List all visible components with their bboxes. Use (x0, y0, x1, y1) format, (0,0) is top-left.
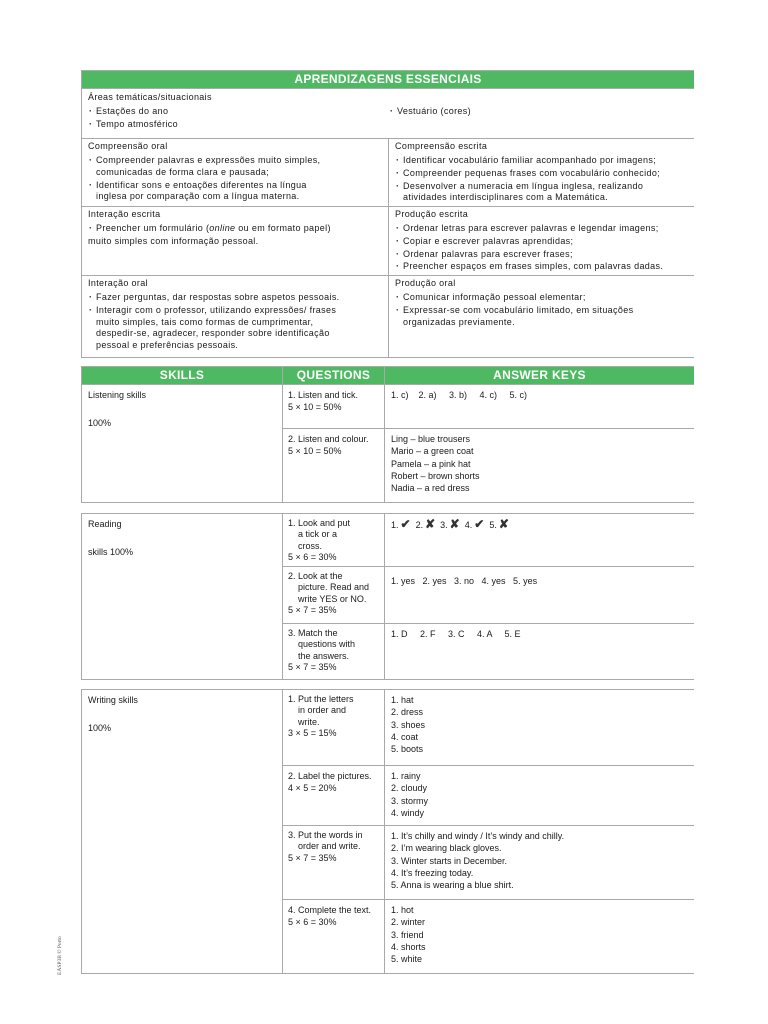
continuation-line: muito simples com informação pessoal. (88, 235, 259, 246)
bullet-item (395, 261, 688, 273)
question-text: order and write. (298, 841, 361, 852)
answer-line: 1. rainy (391, 771, 421, 781)
answer-line: Robert – brown shorts (391, 470, 480, 481)
tick-icon: ✔ (400, 517, 411, 531)
essential-learning-title: APRENDIZAGENS ESSENCIAIS (82, 71, 694, 88)
bullet-line: · Ordenar letras para escrever palavras e legendar imagens; (403, 222, 659, 233)
skill-name: Writing skills (88, 695, 138, 705)
question-cell (283, 624, 384, 679)
cross-icon: ✘ (498, 517, 509, 531)
writing-table (81, 689, 694, 974)
question-text: 2. Listen and colour. (288, 434, 369, 444)
question-text: questions with (298, 639, 356, 650)
answer-line: 1. yes 2. yes 3. no 4. yes 5. yes (391, 576, 538, 586)
answer-line: 4. shorts (391, 941, 426, 952)
question-cell (283, 900, 384, 973)
reading-table (81, 513, 694, 680)
bullet-item (88, 223, 382, 235)
skill-name: Listening skills (88, 390, 147, 400)
answer-line: 4. coat (391, 731, 419, 742)
oral-interaction-cell (82, 276, 388, 357)
answer-line: 2. dress (391, 707, 424, 718)
question-cell (283, 385, 384, 428)
question-score: 3 × 5 = 15% (288, 728, 337, 739)
answer-cell (385, 826, 694, 899)
oral-comprehension-cell (82, 139, 388, 206)
question-score: 5 × 7 = 35% (288, 662, 337, 673)
question-text: 3. Put the words in (288, 830, 363, 840)
skill-name: Reading (88, 519, 122, 529)
answer-number: 2. (415, 520, 424, 530)
bullet-item (88, 305, 382, 352)
bullet-line: atividades interdisciplinares com a Matemática. (403, 192, 609, 203)
question-text: 2. Label the pictures. (288, 771, 372, 781)
question-text: 1. Put the letters (288, 694, 354, 704)
bullet-line: · Desenvolver a numeracia em língua inglesa, realizando (403, 180, 644, 191)
answer-line: 2. I’m wearing black gloves. (391, 843, 502, 854)
bullet-line: · Expressar-se com vocabulário limitado, em situações (403, 304, 634, 315)
answer-cell (385, 624, 694, 679)
oral-comprehension-heading: Compreensão oral (88, 141, 168, 151)
answer-line: 5. white (391, 954, 423, 965)
written-interaction-heading: Interação escrita (88, 209, 161, 219)
bullet-line: muito simples, tais como formas de cumprimentar, (96, 316, 314, 327)
question-score: 4 × 5 = 20% (288, 783, 337, 794)
answer-cell (385, 766, 694, 825)
bullet-line: · Compreender pequenas frases com vocabulário conhecido; (403, 167, 661, 178)
tick-icon: ✔ (474, 517, 485, 531)
bullet-item (395, 155, 688, 167)
question-text: 1. Look and put (288, 518, 351, 528)
answer-line: 5. boots (391, 744, 424, 755)
bullet-item (395, 236, 688, 248)
written-comprehension-heading: Compreensão escrita (395, 141, 488, 151)
skill-weight: skills 100% (88, 547, 134, 558)
bullet-line: · Copiar e escrever palavras aprendidas; (403, 235, 574, 246)
listening-table (81, 366, 694, 503)
essential-learning-table (81, 70, 694, 358)
answer-line: 1. c) 2. a) 3. b) 4. c) 5. c) (391, 390, 528, 400)
answer-line: 4. It’s freezing today. (391, 867, 474, 878)
bullet-line (96, 223, 382, 235)
answer-line: 1. hat (391, 695, 414, 705)
bullet-line: pessoal e preferências pessoais. (96, 340, 239, 351)
bullet-line: · Identificar sons e entoações diferentes na língua (96, 179, 307, 190)
answer-line: 4. windy (391, 807, 425, 818)
bullet-line: comunicadas de forma clara e pausada; (96, 166, 270, 177)
question-score: 5 × 6 = 30% (288, 917, 337, 928)
answer-number: 1. (391, 520, 399, 530)
bullet-item (395, 249, 688, 261)
bullet-item (395, 305, 688, 329)
bullet-text: · Estações do ano (96, 105, 169, 116)
answer-line: 5. Anna is wearing a blue shirt. (391, 880, 514, 891)
bullet-line: · Comunicar informação pessoal elementar; (403, 291, 586, 302)
answer-cell (385, 900, 694, 973)
bullet-item (88, 106, 389, 118)
bullet-line: · Interagir com o professor, utilizando expressões/ frases (96, 304, 337, 315)
written-comprehension-cell (389, 139, 694, 206)
question-text: the answers. (298, 650, 350, 661)
answer-line: 3. Winter starts in December. (391, 855, 508, 866)
question-text: a tick or a (298, 529, 338, 540)
skill-weight: 100% (88, 723, 112, 734)
bullet-item (88, 155, 382, 179)
question-cell (283, 690, 384, 765)
thematic-areas-left (88, 92, 389, 138)
question-score: 5 × 7 = 35% (288, 852, 337, 863)
question-text: 4. Complete the text. (288, 905, 372, 915)
answer-line: 1. D 2. F 3. C 4. A 5. E (391, 629, 521, 639)
answer-number: 3. (440, 520, 448, 530)
bullet-line: · Identificar vocabulário familiar acompanhado por imagens; (403, 154, 657, 165)
cross-icon: ✘ (425, 517, 436, 531)
thematic-areas-heading: Áreas temáticas/situacionais (88, 92, 212, 102)
written-interaction-cell (82, 207, 388, 275)
question-score: 5 × 10 = 50% (288, 402, 342, 413)
question-text: cross. (298, 540, 323, 551)
question-text: 1. Listen and tick. (288, 390, 359, 400)
answer-line: Mario – a green coat (391, 446, 474, 457)
answer-line: 1. It’s chilly and windy / It’s windy and chilly. (391, 831, 565, 841)
bullet-item (88, 119, 389, 131)
cross-icon: ✘ (449, 517, 460, 531)
answer-cell (385, 385, 694, 428)
copyright-note: EASP3B © Porto (57, 936, 63, 975)
bullet-item (395, 168, 688, 180)
skill-weight: 100% (88, 418, 112, 429)
question-cell (283, 429, 384, 502)
bullet-text: ou em formato papel) (235, 222, 331, 233)
oral-production-cell (389, 276, 694, 357)
question-cell (283, 567, 384, 623)
answer-line: 2. cloudy (391, 783, 428, 794)
question-text: picture. Read and (298, 582, 370, 593)
answer-line: 3. stormy (391, 795, 429, 806)
tick-cross-answers (391, 518, 689, 531)
question-text: in order and (298, 705, 347, 716)
bullet-line: inglesa por comparação com a língua materna. (96, 191, 300, 202)
bullet-item (88, 292, 382, 304)
answer-cell (385, 514, 694, 566)
bullet-line: · Compreender palavras e expressões muito simples, (96, 154, 321, 165)
answer-cell (385, 567, 694, 623)
answer-line: 2. winter (391, 917, 426, 928)
oral-production-heading: Produção oral (395, 278, 456, 288)
question-text: write. (298, 716, 320, 727)
bullet-item (395, 181, 688, 205)
bullet-line: organizadas previamente. (403, 316, 515, 327)
skills-header: SKILLS (82, 367, 282, 384)
written-production-heading: Produção escrita (395, 209, 469, 219)
answer-number: 5. (489, 520, 497, 530)
answer-line: 3. shoes (391, 719, 426, 730)
writing-skill-cell (82, 690, 282, 973)
answer-cell (385, 690, 694, 765)
bullet-line: · Fazer perguntas, dar respostas sobre aspetos pessoais. (96, 291, 340, 302)
oral-interaction-heading: Interação oral (88, 278, 148, 288)
question-cell (283, 766, 384, 825)
question-cell (283, 826, 384, 899)
bullet-line: · Preencher espaços em frases simples, com palavras dadas. (403, 261, 664, 272)
thematic-areas-right (389, 92, 694, 138)
answer-number: 4. (464, 520, 473, 530)
thematic-areas-cell (82, 89, 694, 138)
bullet-text-italic: online (209, 222, 236, 233)
question-score: 5 × 7 = 35% (288, 605, 337, 616)
answer-line: 3. friend (391, 929, 424, 940)
question-score: 5 × 6 = 30% (288, 552, 337, 563)
bullet-text: · Tempo atmosférico (96, 118, 178, 129)
question-text: 3. Match the (288, 628, 338, 638)
bullet-item (395, 223, 688, 235)
answer-line: Nadia – a red dress (391, 483, 470, 494)
answer-line: Pamela – a pink hat (391, 458, 471, 469)
bullet-line: despedir-se, agradecer, responder sobre identificação (96, 328, 330, 339)
answer-line: Ling – blue trousers (391, 434, 471, 444)
bullet-item (88, 180, 382, 204)
answer-cell (385, 429, 694, 502)
reading-skill-cell (82, 514, 282, 679)
bullet-text: · Vestuário (cores) (397, 105, 471, 116)
question-score: 5 × 10 = 50% (288, 446, 342, 457)
bullet-item (395, 292, 688, 304)
questions-header: QUESTIONS (283, 367, 384, 384)
bullet-text: Preencher um formulário ( (96, 222, 210, 233)
bullet-line: · Ordenar palavras para escrever frases; (403, 248, 573, 259)
answer-keys-header: ANSWER KEYS (385, 367, 694, 384)
question-text: write YES or NO. (298, 593, 367, 604)
question-cell (283, 514, 384, 566)
bullet-item (389, 106, 694, 118)
question-text: 2. Look at the (288, 571, 343, 581)
answer-line: 1. hot (391, 905, 414, 915)
written-production-cell (389, 207, 694, 275)
listening-skill-cell (82, 385, 282, 502)
